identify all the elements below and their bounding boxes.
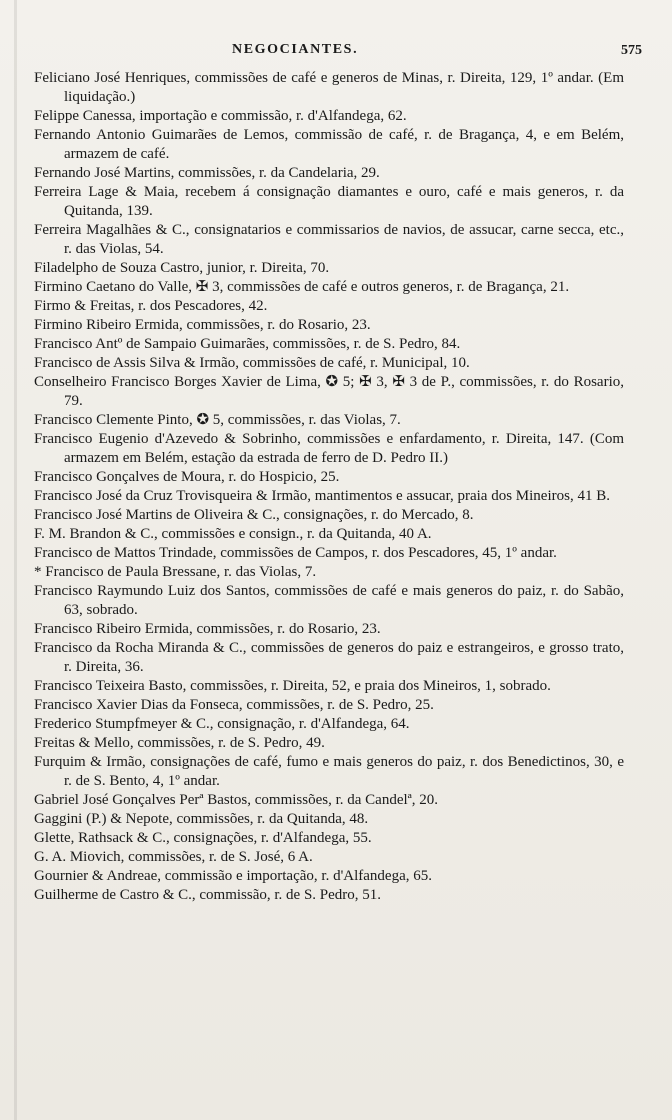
merchant-entry: Firmino Ribeiro Ermida, commissões, r. do Rosario, 23.	[34, 317, 371, 333]
page-spine-shadow	[14, 0, 17, 1120]
merchant-entry: Francisco Teixeira Basto, commissões, r. Direita, 52, e praia dos Mineiros, 1, sobrado.	[34, 678, 551, 694]
merchant-entry: Francisco Raymundo Luiz dos Santos, commissões de café e mais generos do paiz, r. do Sabão, 63, sobrado.	[34, 583, 624, 618]
merchant-entry: Francisco Clemente Pinto, ✪ 5, commissões, r. das Violas, 7.	[34, 412, 401, 428]
merchant-entry: Guilherme de Castro & C., commissão, r. de S. Pedro, 51.	[34, 887, 382, 903]
merchant-entry: Ferreira Magalhães & C., consignatarios e commissarios de navios, de assucar, carne secca, etc., r. das Violas, 54.	[34, 222, 624, 257]
merchant-entry: Francisco de Mattos Trindade, commissões de Campos, r. dos Pescadores, 45, 1º andar.	[34, 545, 557, 561]
merchant-entry: * Francisco de Paula Bressane, r. das Violas, 7.	[34, 564, 317, 580]
merchant-entry: Gournier & Andreae, commissão e importação, r. d'Alfandega, 65.	[34, 868, 432, 884]
merchant-entry: Francisco Eugenio d'Azevedo & Sobrinho, commissões e enfardamento, r. Direita, 147. (Com armazem em Belém, estação da estrada de ferro de D. Pedro II.)	[34, 431, 624, 466]
merchant-entry: Francisco José Martins de Oliveira & C., consignações, r. do Mercado, 8.	[34, 507, 474, 523]
merchant-entry: Gabriel José Gonçalves Perª Bastos, commissões, r. da Candelª, 20.	[34, 792, 439, 808]
merchant-entry: Furquim & Irmão, consignações de café, fumo e mais generos do paiz, r. dos Benedictinos, 30, e r. de S. Bento, 4, 1º andar.	[34, 754, 624, 789]
merchant-entry: Francisco Antº de Sampaio Guimarães, commissões, r. de S. Pedro, 84.	[34, 336, 461, 352]
merchant-entry: Francisco da Rocha Miranda & C., commissões de generos do paiz e estrangeiros, e grosso trato, r. Direita, 36.	[34, 640, 624, 675]
merchant-entry: Francisco José da Cruz Trovisqueira & Irmão, mantimentos e assucar, praia dos Mineiros, 41 B.	[34, 488, 610, 504]
page-number: 575	[621, 43, 642, 58]
merchant-entry: G. A. Miovich, commissões, r. de S. José, 6 A.	[34, 849, 313, 865]
merchant-entry: Firmino Caetano do Valle, ✠ 3, commissões de café e outros generos, r. de Bragança, 21.	[34, 279, 570, 295]
merchant-entry: Conselheiro Francisco Borges Xavier de Lima, ✪ 5; ✠ 3, ✠ 3 de P., commissões, r. do Rosario, 79.	[34, 374, 624, 409]
merchant-entry: Feliciano José Henriques, commissões de café e generos de Minas, r. Direita, 129, 1º andar. (Em liquidação.)	[34, 70, 624, 105]
merchant-entry: Freitas & Mello, commissões, r. de S. Pedro, 49.	[34, 735, 325, 751]
merchant-entry: Fernando Antonio Guimarães de Lemos, commissão de café, r. de Bragança, 4, e em Belém, armazem de café.	[34, 127, 624, 162]
merchant-entry: Filadelpho de Souza Castro, junior, r. Direita, 70.	[34, 260, 330, 276]
merchant-entry: Francisco de Assis Silva & Irmão, commissões de café, r. Municipal, 10.	[34, 355, 470, 371]
merchant-entry: Gaggini (P.) & Nepote, commissões, r. da Quitanda, 48.	[34, 811, 369, 827]
merchant-entry: F. M. Brandon & C., commissões e consign., r. da Quitanda, 40 A.	[34, 526, 432, 542]
merchant-entry: Ferreira Lage & Maia, recebem á consignação diamantes e ouro, café e mais generos, r. da Quitanda, 139.	[34, 184, 624, 219]
merchant-entry: Francisco Xavier Dias da Fonseca, commissões, r. de S. Pedro, 25.	[34, 697, 434, 713]
merchant-entry: Frederico Stumpfmeyer & C., consignação, r. d'Alfandega, 64.	[34, 716, 410, 732]
merchant-entry: Fernando José Martins, commissões, r. da Candelaria, 29.	[34, 165, 380, 181]
merchant-entry: Francisco Gonçalves de Moura, r. do Hospicio, 25.	[34, 469, 340, 485]
running-head: NEGOCIANTES.	[232, 42, 359, 57]
merchant-entry: Felippe Canessa, importação e commissão, r. d'Alfandega, 62.	[34, 108, 407, 124]
merchant-list	[34, 69, 624, 905]
merchant-entry: Firmo & Freitas, r. dos Pescadores, 42.	[34, 298, 268, 314]
merchant-entry: Glette, Rathsack & C., consignações, r. d'Alfandega, 55.	[34, 830, 372, 846]
merchant-entry: Francisco Ribeiro Ermida, commissões, r. do Rosario, 23.	[34, 621, 381, 637]
